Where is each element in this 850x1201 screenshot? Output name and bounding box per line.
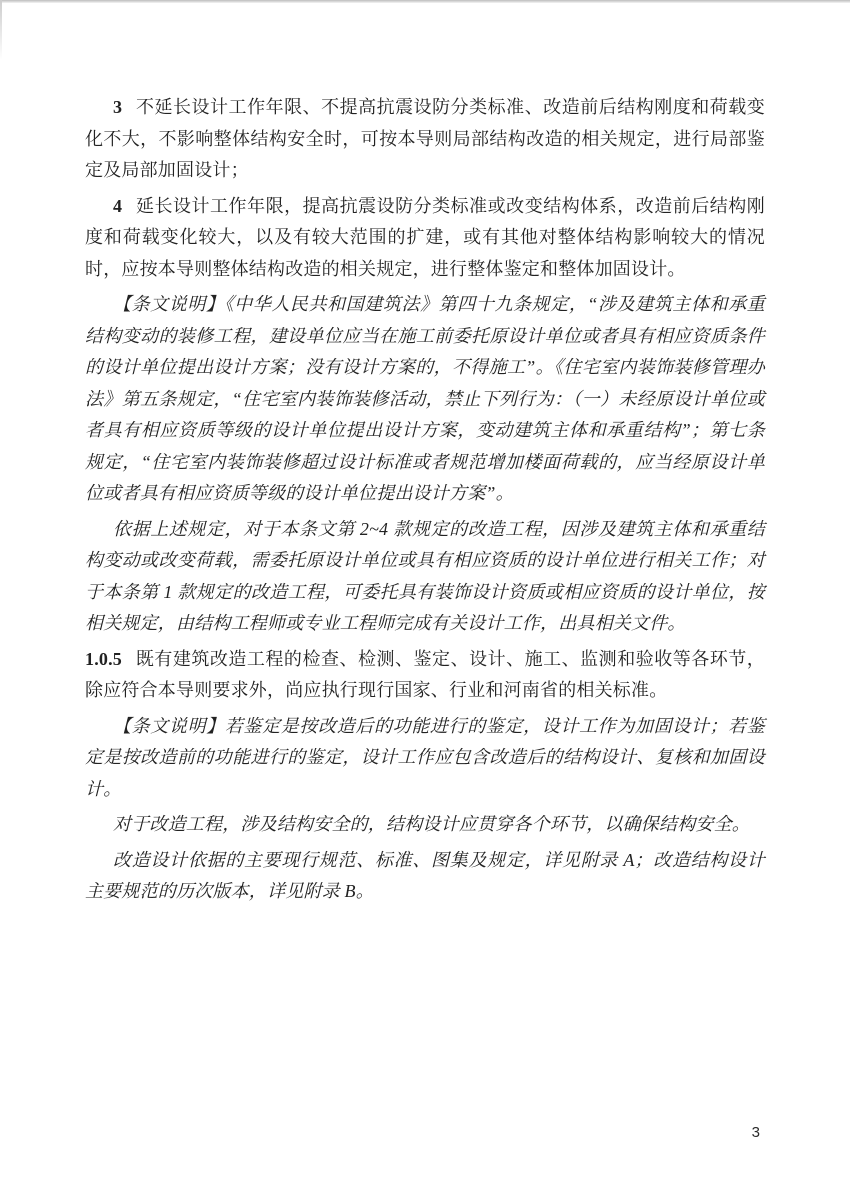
clause-number: 1.0.5 [85, 648, 122, 669]
page-number: 3 [751, 1124, 760, 1141]
sub-clause-text: 延长设计工作年限，提高抗震设防分类标准或改变结构体系，改造前后结构刚度和荷载变化较大，以及有较大范围的扩建，或有其他对整体结构影响较大的情况时，应按本导则整体结构改造的相关规定，进行整体鉴定和整体加固设计。 [85, 195, 765, 279]
commentary-text: 改造设计依据的主要现行规范、标准、图集及规定，详见附录 A；改造结构设计主要规范的历次版本，详见附录 B。 [85, 849, 765, 901]
document-content [85, 92, 765, 912]
sub-clause-text: 不延长设计工作年限、不提高抗震设防分类标准、改造前后结构刚度和荷载变化不大，不影响整体结构安全时，可按本导则局部结构改造的相关规定，进行局部鉴定及局部加固设计； [85, 97, 765, 180]
clause-1-0-5 [85, 644, 765, 707]
commentary-paragraph [85, 809, 765, 841]
clause-text: 既有建筑改造工程的检查、检测、鉴定、设计、施工、监测和验收等各环节，除应符合本导则要求外，尚应执行现行国家、行业和河南省的相关标准。 [85, 648, 765, 700]
commentary-text: 依据上述规定，对于本条文第 2~4 款规定的改造工程，因涉及建筑主体和承重结构变动或改变荷载，需委托原设计单位或具有相应资质的设计单位进行相关工作；对于本条第 1 款规定的改造工程，可委托具有装饰设计资质或相应资质的设计单位，按相关规定，由结构工程师或专业工程师完成有关设计工作，出具相关文件。 [85, 518, 765, 633]
commentary-text: 若鉴定是按改造后的功能进行的鉴定，设计工作为加固设计；若鉴定是按改造前的功能进行的鉴定，设计工作应包含改造后的结构设计、复核和加固设计。 [85, 715, 766, 799]
commentary-paragraph [85, 514, 765, 640]
commentary-paragraph [85, 289, 765, 510]
sub-clause-number: 3 [113, 97, 123, 117]
sub-clause-3 [85, 92, 765, 187]
sub-clause-4 [85, 191, 765, 286]
commentary-label: 【条文说明】 [113, 294, 225, 314]
commentary-paragraph [85, 711, 765, 806]
commentary-text: 对于改造工程，涉及结构安全的，结构设计应贯穿各个环节，以确保结构安全。 [113, 814, 750, 834]
commentary-paragraph [85, 845, 765, 908]
sub-clause-number: 4 [113, 195, 123, 216]
commentary-text: 《中华人民共和国建筑法》第四十九条规定，“涉及建筑主体和承重结构变动的装修工程，建设单位应当在施工前委托原设计单位或者具有相应资质条件的设计单位提出设计方案；没有设计方案的，不得施工”。《住宅室内装饰装修管理办法》第五条规定，“住宅室内装饰装修活动，禁止下列行为：（一）未经原设计单位或者具有相应资质等级的设计单位提出设计方案，变动建筑主体和承重结构”；第七条规定，“住宅室内装饰装修超过设计标准或者规范增加楼面荷载的，应当经原设计单位或者具有相应资质等级的设计单位提出设计方案”。 [85, 294, 765, 503]
scan-top-edge [0, 0, 850, 3]
commentary-label: 【条文说明】 [113, 715, 225, 736]
scan-left-edge [0, 0, 2, 60]
